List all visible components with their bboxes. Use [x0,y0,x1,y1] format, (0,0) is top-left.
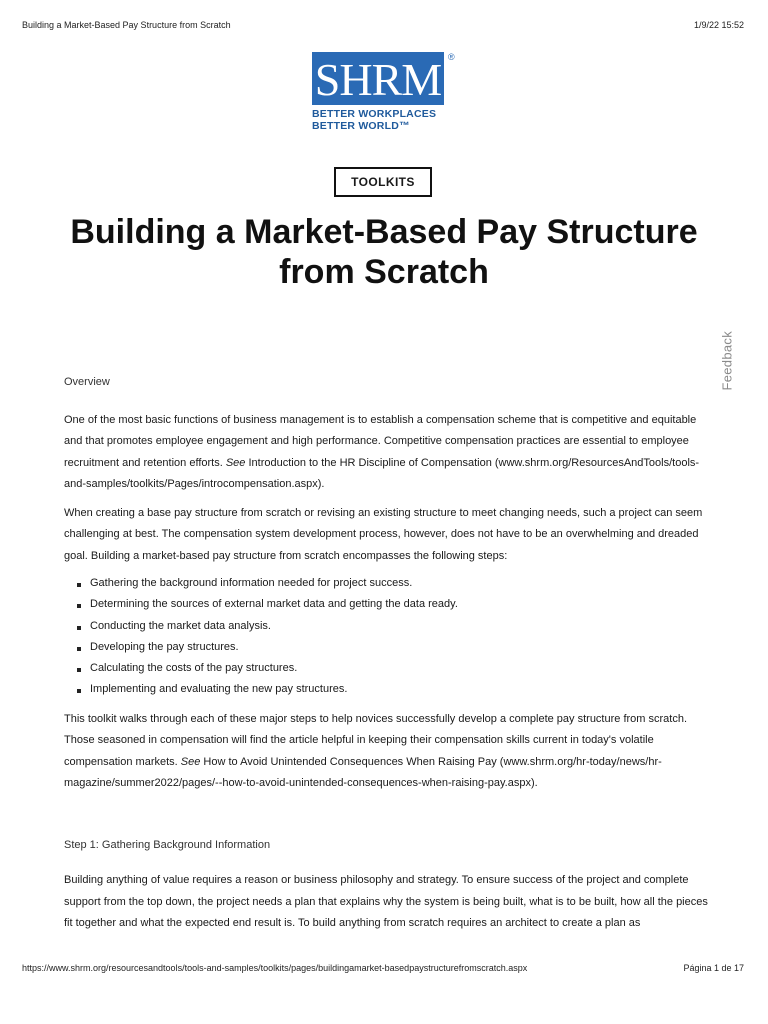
tagline-line-2: BETTER WORLD™ [312,120,410,132]
list-item: Calculating the costs of the pay structures. [90,658,714,679]
list-item: Conducting the market data analysis. [90,616,714,637]
paragraph-1-text-a: One of the most basic functions of business management is to establish a compensation scheme that is competitive and equitable and that promotes employee engagement and high performance. Competitive compensation practices are essential to employee recruitment and retention efforts. [64,413,697,469]
toolkits-badge[interactable]: TOOLKITS [334,167,432,197]
paragraph-1 [64,410,714,496]
paragraph-3 [64,709,714,795]
registered-mark: ® [448,52,455,62]
print-header-title: Building a Market-Based Pay Structure from Scratch [22,20,231,30]
list-item: Determining the sources of external market data and getting the data ready. [90,594,714,615]
paragraph-2: When creating a base pay structure from scratch or revising an existing structure to meet changing needs, such a project can seem challenging at best. The compensation system development process, however, does not have to be an overwhelming and dreaded goal. Building a market-based pay structure from scratch encompasses the following steps: [64,506,703,562]
paragraph-1-link[interactable]: Introduction to the HR Discipline of Compensation (www.shrm.org/ResourcesAndTools/tools-and-samples/toolkits/Pages/introcompensation.aspx). [64,456,700,490]
list-item: Developing the pay structures. [90,637,714,658]
print-footer-page-number: Página 1 de 17 [683,963,744,973]
paragraph-3-link[interactable]: How to Avoid Unintended Consequences When Raising Pay (www.shrm.org/hr-today/news/hr-magazine/summer2022/pages/--how-to-avoid-unintended-consequences-when-raising-pay.aspx). [64,755,662,790]
list-item: Implementing and evaluating the new pay structures. [90,679,714,700]
print-header-datetime: 1/9/22 15:52 [693,20,744,30]
paragraph-3-see: See [180,755,201,768]
shrm-logo-wordmark: SHRM [312,52,444,105]
section-label-step-1: Step 1: Gathering Background Information [64,838,271,851]
feedback-tab[interactable]: Feedback [719,331,735,391]
shrm-logo-tagline [312,108,462,132]
section-label-overview: Overview [64,376,110,388]
tagline-line-1: BETTER WORKPLACES [312,108,437,120]
page-title: Building a Market-Based Pay Structure from Scratch [70,213,698,291]
list-item: Gathering the background information needed for project success. [90,573,714,594]
steps-list [64,573,714,701]
shrm-logo[interactable] [312,52,462,132]
paragraph-3-text-a: This toolkit walks through each of these major steps to help novices successfully develop a complete pay structure from scratch. Those seasoned in compensation will find the article helpful in keeping their compensation skills current in today's volatile compensation markets. [64,712,688,768]
article-body [64,372,714,935]
paragraph-4: Building anything of value requires a reason or business philosophy and strategy. To ensure success of the project and complete support from the top down, the project needs a plan that explains why the system is being built, what is to be built, how all the pieces fit together and what the expected end result is. To build anything from scratch requires an architect to create a plan as [64,874,708,930]
print-footer-url[interactable]: https://www.shrm.org/resourcesandtools/tools-and-samples/toolkits/pages/buildingamarket-basedpaystructurefromscratch.aspx [22,963,528,973]
paragraph-1-see: See [225,456,246,469]
